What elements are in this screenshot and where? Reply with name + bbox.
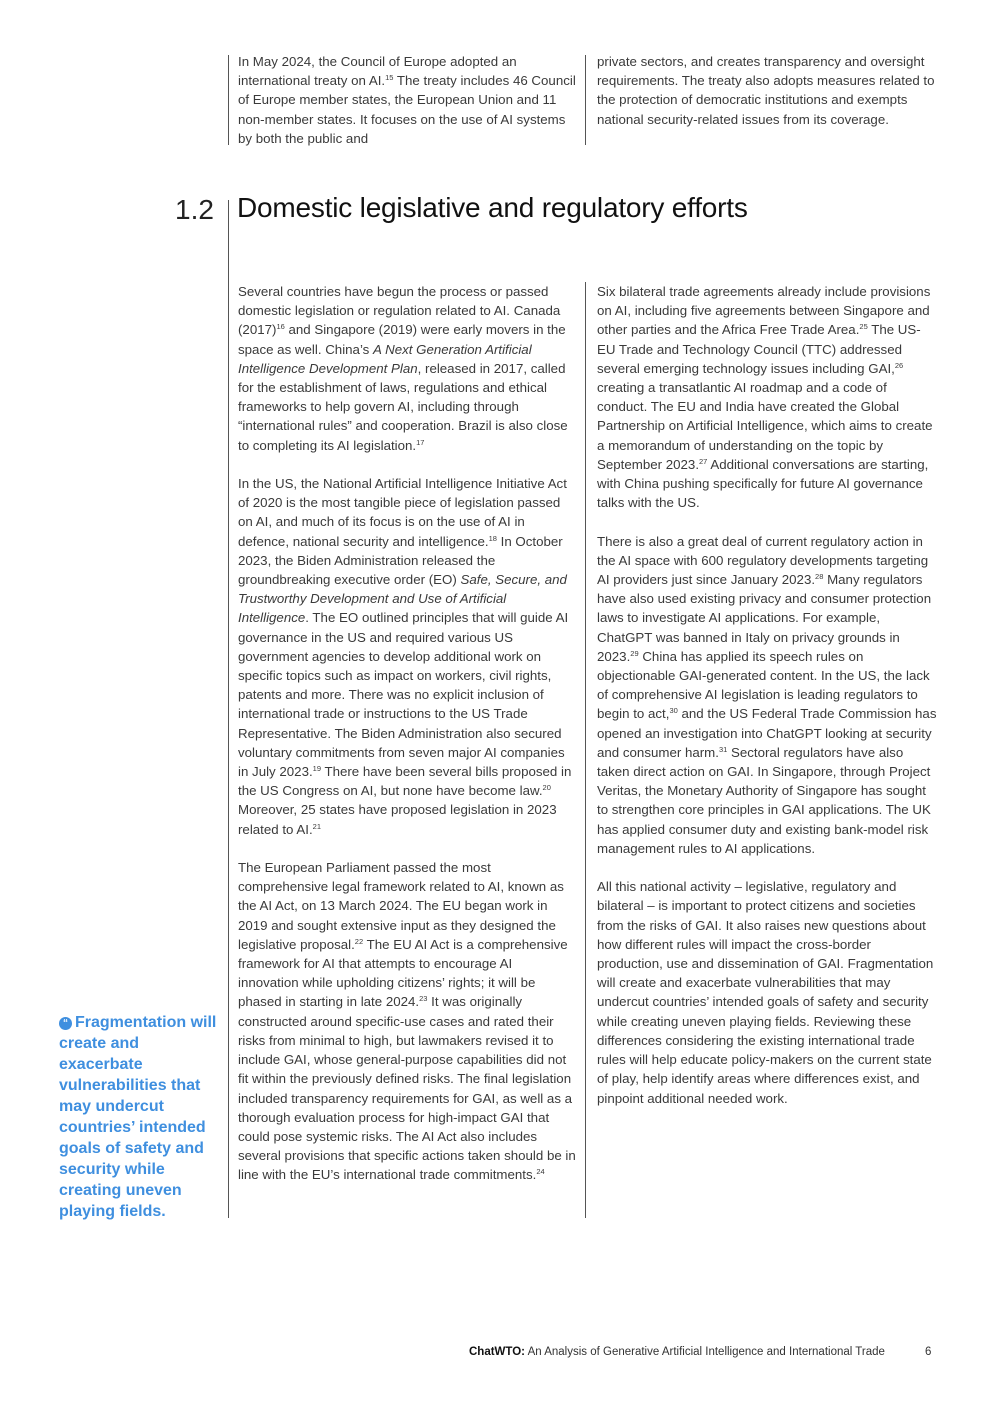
footnote-ref: 30 bbox=[669, 706, 678, 716]
pull-quote bbox=[59, 1012, 219, 1222]
footnote-ref: 18 bbox=[488, 533, 497, 543]
right-paragraph: Six bilateral trade agreements already include provisions on AI, including five agreements between Singapore and other parties and the Africa Free Trade Area.$^{25}$ The US-EU Trade and Technology Council (TTC) addressed several emerging technology issues including GAI,$^{26}$ creating a transatlantic AI roadmap and a code of conduct. The EU and India have created the Global Partnership on Artificial Intelligence, which aims to create a memorandum of understanding on the topic by September 2023.27 Additional conversations are starting, with China pushing specifically for future AI governance talks with the US. bbox=[597, 284, 933, 511]
right-paragraph: There is also a great deal of current regulatory action in the AI space with 600 regulatory developments targeting AI providers just since January 2023.28 Many regulators have also used existing privacy and consumer protection laws to investigate AI applications. For example, ChatGPT was banned in Italy on privacy grounds in 2023.29 China has applied its speech rules on objectionable GAI-generated content. In the US, the lack of comprehensive AI legislation is leading regulators to begin to act,$^{30}$ and the US Federal Trade Commission has opened an investigation into ChatGPT looking at security and consumer harm.$^{31}$ Sectoral regulators have also taken direct action on GAI. In Singapore, through Project Veritas, the Monetary Authority of Singapore has sought to strengthen core principles in GAI applications. The UK has applied consumer duty and existing bank-model risk management rules to AI applications. bbox=[597, 533, 937, 856]
footer-subtitle: An Analysis of Generative Artificial Intelligence and International Trade bbox=[525, 1346, 885, 1358]
left-paragraph: The European Parliament passed the most comprehensive legal framework related to AI, known as the AI Act, on 13 March 2024. The EU began work in 2019 and sought extensive input as they designed the legislative proposal.$^{22}$ The EU AI Act is a comprehensive framework for AI that attempts to encourage AI innovation while upholding citizens’ rights; it will be phased in starting in late 2024.23 It was originally constructed around specific-use cases and rated their risks from minimal to high, but lawmakers revised it to include GAI, whose general-purpose capabilities did not fit within the previously defined risks. The final legislation included transparency requirements for GAI, as well as a thorough evaluation process for high-impact GAI that could pose systemic risks. The AI Act also includes several provisions that specific actions taken should be in line with the EU’s international trade commitments.$^{24}$ bbox=[238, 860, 576, 1183]
top-left-paragraph: In May 2024, the Council of Europe adopted an international treaty on AI.$^{15}$ The treaty includes 46 Council of Europe member states, the European Union and 11 non-member states. It focuses on the use of AI systems by both the public and bbox=[238, 54, 576, 146]
footnote-ref: 19 bbox=[312, 764, 322, 774]
footnote-ref: 21 bbox=[312, 821, 322, 831]
footnote-ref: 23 bbox=[419, 994, 428, 1004]
main-left-column bbox=[238, 282, 576, 1185]
right-paragraph: All this national activity – legislative, regulatory and bilateral – is important to protect citizens and societies from the risks of GAI. It also raises new questions about how different rules will impact the cross-border production, use and dissemination of GAI. Fragmentation will create and exacerbate vulnerabilities that may undercut countries’ intended goals of safety and security while creating uneven playing fields. Reviewing these differences considering the existing international trade rules will help educate policy-makers on the current state of play, help identify areas where differences exist, and pinpoint additional needed work. bbox=[597, 879, 934, 1106]
top-right-column bbox=[597, 52, 937, 129]
italic-title: A Next Generation Artificial Intelligence Development Plan bbox=[238, 341, 532, 376]
footer-brand: ChatWTO: bbox=[469, 1346, 526, 1358]
footnote-ref: 17 bbox=[416, 437, 425, 447]
italic-title: Safe, Secure, and Trustworthy Development and Use of Artificial Intelligence bbox=[238, 572, 567, 626]
footnote-ref: 27 bbox=[699, 456, 708, 466]
footnote-ref: 25 bbox=[859, 322, 868, 332]
left-paragraph: Several countries have begun the process or passed domestic legislation or regulation related to AI. Canada $(2017)^{16}$ and Singapore (2019) were early movers in the space as well. China’s A Next Generation Artificial Intelligence Development Plan, released in 2017, called for the establishment of laws, regulations and ethical frameworks to help govern AI, including through “international rules” and cooperation. Brazil is also close to completing its AI legislation.$^{17}$ bbox=[238, 284, 568, 453]
left-paragraph: In the US, the National Artificial Intelligence Initiative Act of 2020 is the most tangible piece of legislation passed on AI, and much of its focus is on the use of AI in defence, national security and intelligence.$^{18}$ In October 2023, the Biden Administration released the groundbreaking executive order (EO) Safe, Secure, and Trustworthy Development and Use of Artificial Intelligence. The EO outlined principles that will guide AI governance in the US and required various US government agencies to develop additional work on specific topics such as impact on workers, civil rights, patents and more. There was no explicit inclusion of international trade or instructions to the US Trade Representative. The Biden Administration also secured voluntary commitments from seven major AI companies in July 2023.19 There have been several bills proposed in the US Congress on AI, but none have become law.$^{20}$ Moreover, 25 states have proposed legislation in 2023 related to AI.$^{21}$ bbox=[238, 476, 572, 837]
top-left-rule bbox=[228, 55, 229, 145]
section-number: 1.2 bbox=[175, 194, 214, 225]
footnote-ref: 29 bbox=[630, 648, 639, 658]
main-right-column bbox=[597, 282, 937, 1108]
footnote-ref: 16 bbox=[276, 322, 285, 332]
footer-title bbox=[469, 1346, 885, 1358]
top-right-paragraph: private sectors, and creates transparency and oversight requirements. The treaty also adopts measures related to the protection of democratic institutions and exempts national security-related issues from its coverage. bbox=[597, 54, 935, 127]
top-right-rule bbox=[585, 55, 586, 145]
main-left-rule bbox=[228, 200, 229, 1218]
footnote-ref: 22 bbox=[354, 936, 364, 946]
quote-icon: “ bbox=[59, 1017, 72, 1030]
pull-quote-text: Fragmentation will create and exacerbate vulnerabilities that may undercut countries’ intended goals of safety and security while creating uneven playing fields. bbox=[59, 1014, 217, 1220]
footnote-ref: 15 bbox=[385, 73, 394, 83]
top-left-column bbox=[238, 52, 576, 148]
page-number: 6 bbox=[925, 1346, 932, 1358]
footnote-ref: 31 bbox=[718, 744, 728, 754]
section-title: Domestic legislative and regulatory efforts bbox=[237, 192, 748, 223]
footnote-ref: 20 bbox=[542, 783, 551, 793]
footnote-ref: 24 bbox=[536, 1167, 545, 1177]
footnote-ref: 28 bbox=[815, 572, 824, 582]
footnote-ref: 26 bbox=[894, 360, 904, 370]
main-right-rule bbox=[585, 282, 586, 1218]
